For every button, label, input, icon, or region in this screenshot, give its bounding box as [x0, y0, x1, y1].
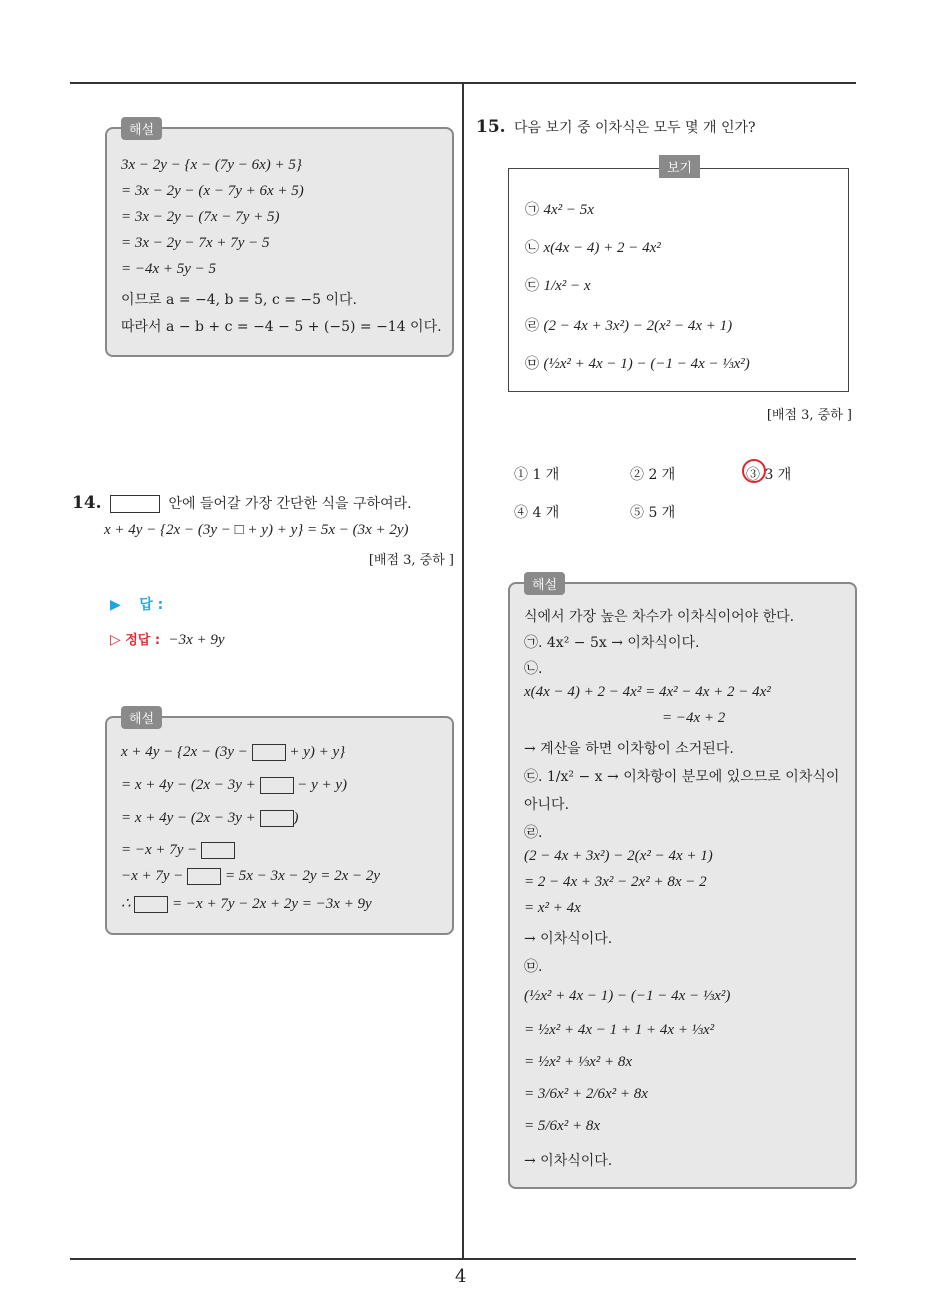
sol15-line-12: = x² + 4x	[524, 900, 581, 916]
solution-15-box	[508, 578, 857, 1189]
page-number: 4	[455, 1266, 467, 1287]
answer-row	[110, 594, 163, 614]
blank-box	[252, 744, 286, 761]
question-14-score: [배점 3, 중하 ]	[368, 553, 454, 568]
option-5[interactable]: ⑤ 5 개	[630, 505, 676, 521]
question-14-expression: x + 4y − {2x − (3y − □ + y) + y} = 5x − (3x + 2y)	[104, 522, 409, 538]
blank-box	[260, 810, 294, 827]
sol15-line-16: = ½x² + 4x − 1 + 1 + 4x + ⅓x²	[524, 1022, 715, 1038]
solution-14-box	[105, 712, 454, 935]
sol13-line-5: = −4x + 5y − 5	[121, 261, 217, 277]
answer-blank-box	[110, 495, 160, 513]
sol15-line-10: (2 − 4x + 3x²) − 2(x² − 4x + 1)	[524, 848, 713, 864]
sol13-line-2: = 3x − 2y − (x − 7y + 6x + 5)	[121, 183, 304, 199]
sol15-line-2: ㉠. 4x² − 5x → 이차식이다.	[524, 635, 700, 651]
sol14-line-4: = −x + 7y −	[121, 842, 235, 859]
solution-13-box	[105, 123, 454, 357]
sol15-line-5: = −4x + 2	[662, 710, 726, 726]
outline-triangle-icon: ▷	[110, 632, 121, 648]
bogi-label: 보기	[659, 155, 700, 178]
sol15-line-6: → 계산을 하면 이차항이 소거된다.	[524, 741, 734, 757]
question-14-number: 14.	[72, 493, 102, 513]
sol15-line-7: ㉢. 1/x² − x → 이차항이 분모에 있으므로 이차식이	[524, 769, 840, 785]
question-15-prompt: 다음 보기 중 이차식은 모두 몇 개 인가?	[514, 120, 756, 136]
question-15-score: [배점 3, 중하 ]	[766, 408, 852, 423]
sol14-line-6: ∴ = −x + 7y − 2x + 2y = −3x + 9y	[121, 896, 372, 912]
sol15-line-8: 아니다.	[524, 797, 570, 813]
bogi-item-5: ㉤ (½x² + 4x − 1) − (−1 − 4x − ⅓x²)	[525, 356, 750, 372]
sol14-line-2: = x + 4y − (2x − 3y + − y + y)	[121, 777, 348, 793]
column-divider	[462, 82, 464, 1260]
sol15-line-19: = 5/6x² + 8x	[524, 1118, 600, 1134]
sol14-line-1: x + 4y − {2x − (3y − + y) + y}	[121, 744, 346, 760]
solution-tag: 해설	[524, 572, 565, 595]
sol15-line-20: → 이차식이다.	[524, 1153, 613, 1169]
sol15-line-11: = 2 − 4x + 3x² − 2x² + 8x − 2	[524, 874, 707, 890]
sol13-text-1: 이므로 a = −4, b = 5, c = −5 이다.	[121, 292, 357, 308]
selected-answer-circle	[742, 459, 766, 483]
sol13-line-1: 3x − 2y − {x − (7y − 6x) + 5}	[121, 157, 302, 173]
sol15-line-18: = 3/6x² + 2/6x² + 8x	[524, 1086, 648, 1102]
question-15-number: 15.	[476, 117, 506, 137]
correct-value: −3x + 9y	[168, 632, 225, 648]
sol13-text-2: 따라서 a − b + c = −4 − 5 + (−5) = −14 이다.	[121, 319, 442, 335]
option-3[interactable]: ③ 3 개	[746, 467, 792, 483]
answer-label: 답 :	[139, 597, 164, 613]
sol15-line-13: → 이차식이다.	[524, 931, 613, 947]
question-15	[476, 117, 756, 137]
solution-tag: 해설	[121, 117, 162, 140]
sol15-line-1: 식에서 가장 높은 차수가 이차식이어야 한다.	[524, 609, 795, 625]
sol15-line-17: = ½x² + ⅓x² + 8x	[524, 1054, 633, 1070]
sol13-line-3: = 3x − 2y − (7x − 7y + 5)	[121, 209, 280, 225]
question-14	[72, 493, 457, 513]
blank-box	[187, 868, 221, 885]
sol15-line-3: ㉡.	[524, 661, 543, 677]
solution-tag: 해설	[121, 706, 162, 729]
option-2[interactable]: ② 2 개	[630, 467, 676, 483]
blank-box	[134, 896, 168, 913]
sol14-line-5: −x + 7y − = 5x − 3x − 2y = 2x − 2y	[121, 868, 381, 884]
sol15-line-15: (½x² + 4x − 1) − (−1 − 4x − ⅓x²)	[524, 988, 731, 1004]
bogi-item-4: ㉣ (2 − 4x + 3x²) − 2(x² − 4x + 1)	[525, 318, 733, 334]
sol15-line-9: ㉣.	[524, 825, 543, 841]
play-triangle-icon: ▶	[110, 597, 121, 613]
sol13-line-4: = 3x − 2y − 7x + 7y − 5	[121, 235, 270, 251]
option-1[interactable]: ① 1 개	[514, 467, 560, 483]
sol14-line-3: = x + 4y − (2x − 3y + )	[121, 810, 299, 826]
question-14-prompt: 안에 들어갈 가장 간단한 식을 구하여라.	[168, 496, 412, 512]
bogi-item-2: ㉡ x(4x − 4) + 2 − 4x²	[525, 240, 661, 256]
blank-box	[260, 777, 294, 794]
bogi-box	[508, 161, 849, 392]
option-4[interactable]: ④ 4 개	[514, 505, 560, 521]
sol15-line-4: x(4x − 4) + 2 − 4x² = 4x² − 4x + 2 − 4x²	[524, 684, 771, 700]
sol15-line-14: ㉤.	[524, 959, 543, 975]
bogi-item-3: ㉢ 1/x² − x	[525, 278, 591, 294]
bottom-rule	[70, 1258, 856, 1260]
correct-label: 정답 :	[125, 633, 161, 648]
correct-answer-row	[110, 629, 225, 649]
blank-box	[201, 842, 235, 859]
bogi-item-1: ㉠ 4x² − 5x	[525, 202, 594, 218]
